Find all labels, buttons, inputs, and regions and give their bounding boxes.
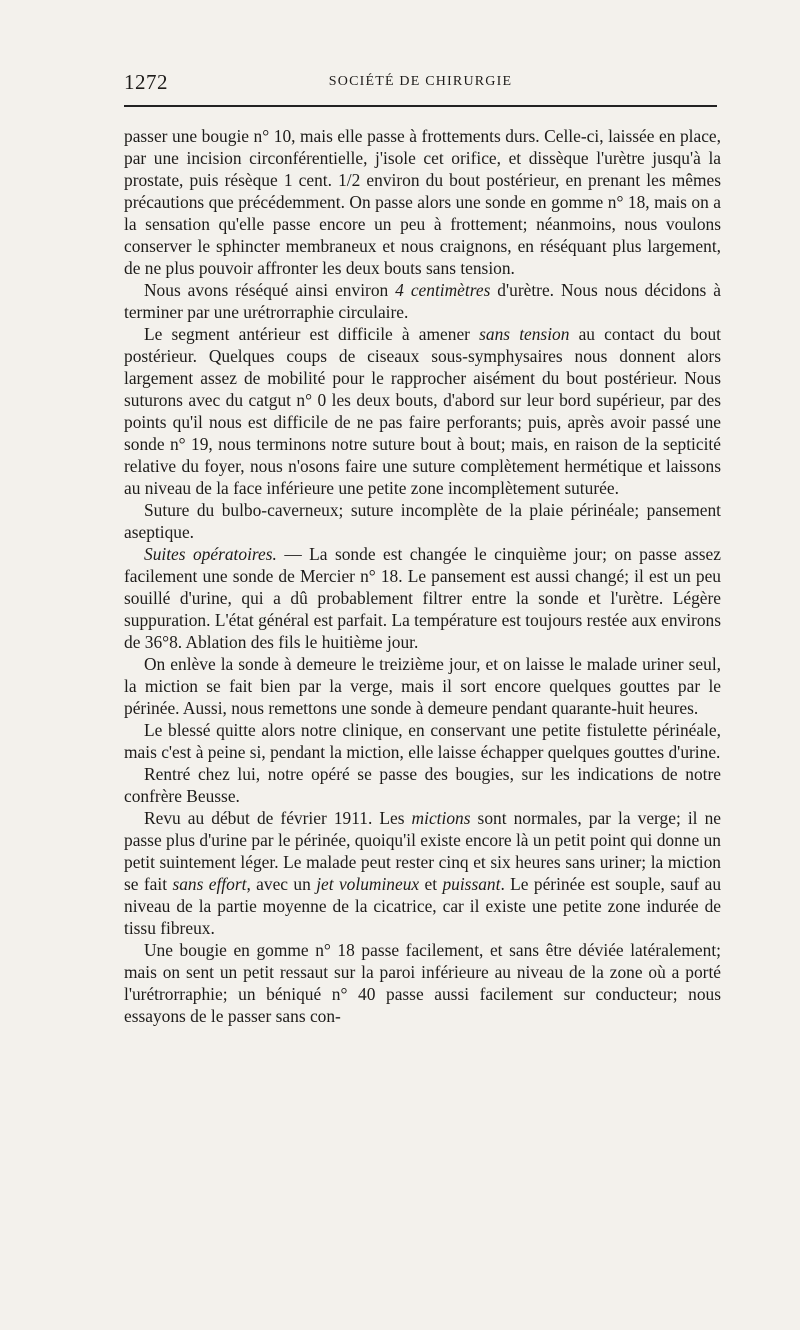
italic-text: Suites opératoires.: [144, 544, 277, 564]
paragraph: [124, 543, 721, 653]
paragraph: [124, 807, 721, 939]
text-segment: . Le périnée est souple, sauf au niveau de la partie moyenne de la cicatrice, car il existe une petite zone indurée de tissu fibreux.: [124, 874, 722, 938]
text-segment: sont normales, par la verge; il ne passe plus d'urine par le périnée, quoiqu'il existe encore là un petit point qui donne un petit suintement léger. Le malade peut rester cinq et six heures sans uriner; la miction se fait: [124, 808, 721, 894]
page-header: [124, 70, 717, 96]
text-segment: d'urètre. Nous nous décidons à terminer par une urétrorraphie circulaire.: [124, 280, 721, 322]
italic-text: jet volumineux: [316, 874, 420, 894]
text-segment: Le segment antérieur est difficile à amener: [144, 324, 480, 344]
body-text: [124, 125, 721, 1027]
paragraph: [124, 323, 721, 499]
text-segment: Le blessé quitte alors notre clinique, en conservant une petite fistulette périnéale, mais c'est à peine si, pendant la miction, elle laisse échapper quelques gouttes d'urine.: [124, 720, 721, 762]
italic-text: sans effort: [172, 874, 247, 894]
paragraph: [124, 939, 721, 1027]
page-number: 1272: [124, 70, 168, 94]
italic-text: sans tension: [479, 324, 570, 344]
text-segment: , avec un: [246, 874, 317, 894]
paragraph: [124, 279, 721, 323]
text-segment: et: [419, 874, 443, 894]
text-segment: Rentré chez lui, notre opéré se passe des bougies, sur les indications de notre confrère Beusse.: [124, 764, 721, 806]
text-segment: Suture du bulbo-caverneux; suture incomplète de la plaie périnéale; pansement aseptique.: [124, 500, 721, 542]
text-segment: — La sonde est changée le cinquième jour; on passe assez facilement une sonde de Mercier n° 18. Le pansement est aussi changé; il est un peu souillé d'urine, qui a dû probablement filtrer entre la sonde et l'urètre. Légère suppuration. L'état général est parfait. La température est toujours restée aux environs de 36°8. Ablation des fils le huitième jour.: [124, 544, 721, 652]
paragraph: [124, 719, 721, 763]
italic-text: 4 centimètres: [395, 280, 491, 300]
paragraph: [124, 499, 721, 543]
text-segment: Une bougie en gomme n° 18 passe facilement, et sans être déviée latéralement; mais on sent un petit ressaut sur la paroi inférieure au niveau de la zone où a porté l'urétrorraphie; un béniqué n° 40 passe aussi facilement sur conducteur; nous essayons de le passer sans con-: [124, 940, 721, 1026]
italic-text: puissant: [442, 874, 501, 894]
text-segment: passer une bougie n° 10, mais elle passe à frottements durs. Celle-ci, laissée en place, par une incision circonférentielle, j'isole cet orifice, et dissèque l'urètre jusqu'à la prostate, puis résèque 1 cent. 1/2 environ du bout postérieur, en prenant les mêmes précautions que précédemment. On passe alors une sonde en gomme n° 18, mais on a la sensation qu'elle passe encore un peu à frottement; néanmoins, nous voulons conserver le sphincter membraneux et nous craignons, en réséquant plus largement, de ne plus pouvoir affronter les deux bouts sans tension.: [124, 126, 721, 278]
text-segment: On enlève la sonde à demeure le treizième jour, et on laisse le malade uriner seul, la miction se fait bien par la verge, mais il sort encore quelques gouttes par le périnée. Aussi, nous remettons une sonde à demeure pendant quarante-huit heures.: [124, 654, 721, 718]
text-segment: au contact du bout postérieur. Quelques coups de ciseaux sous-symphysaires nous donnent alors largement assez de mobilité pour le rapprocher aisément du bout postérieur. Nous suturons avec du catgut n° 0 les deux bouts, d'abord sur leur bord supérieur, par des points qu'il nous est difficile de ne pas faire perforants; puis, après avoir passé une sonde n° 19, nous terminons notre suture bout à bout; mais, en raison de la septicité relative du foyer, nous n'osons faire une suture complètement hermétique et laissons au niveau de la face inférieure une petite zone incomplètement suturée.: [124, 324, 721, 498]
text-segment: Nous avons réséqué ainsi environ: [144, 280, 396, 300]
paragraph: [124, 125, 721, 279]
running-title: SOCIÉTÉ DE CHIRURGIE: [328, 74, 513, 89]
text-segment: Revu au début de février 1911. Les: [144, 808, 412, 828]
paragraph: [124, 763, 721, 807]
header-rule: [124, 105, 717, 107]
paragraph: [124, 653, 721, 719]
italic-text: mictions: [411, 808, 471, 828]
